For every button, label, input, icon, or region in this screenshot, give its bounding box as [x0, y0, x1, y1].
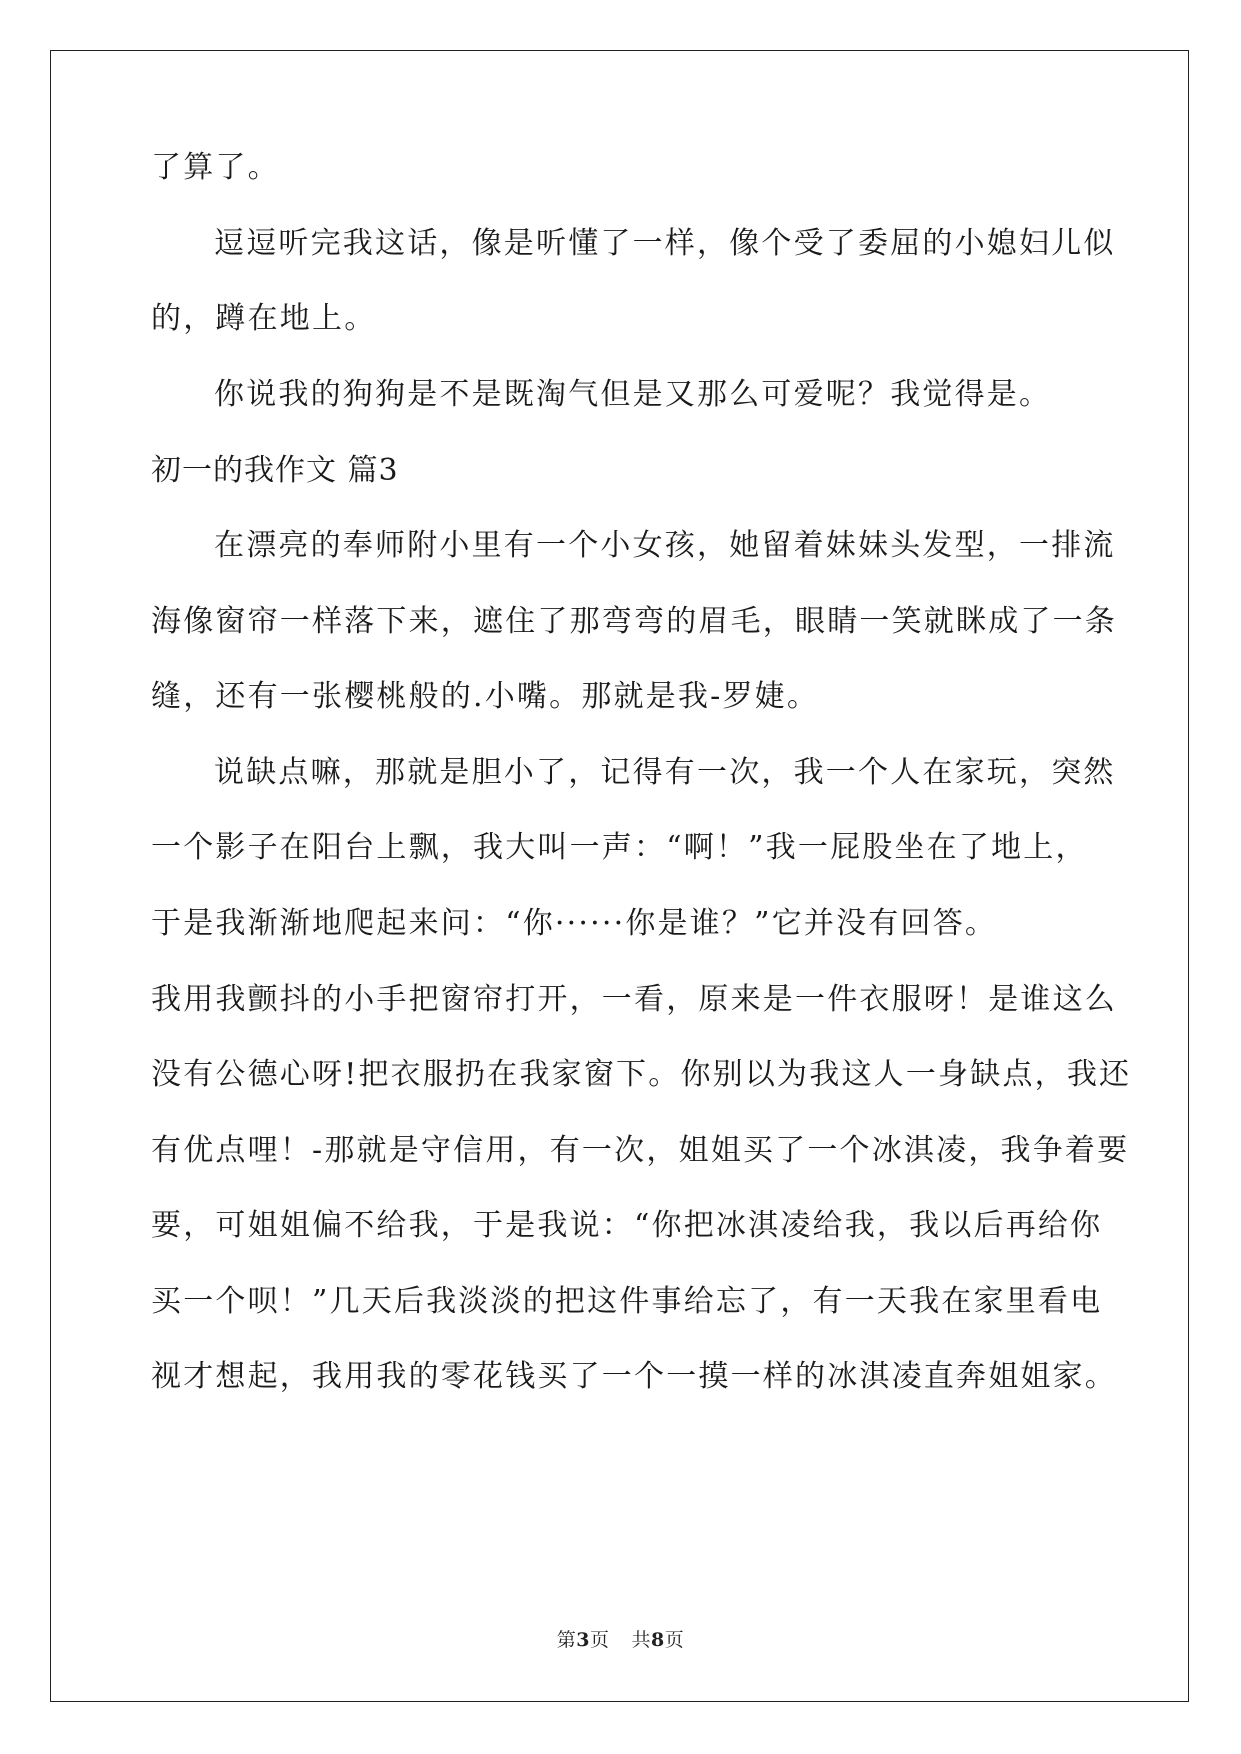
total-prefix: 共 [631, 1629, 652, 1651]
paragraph-line: 说缺点嘛，那就是胆小了，记得有一次，我一个人在家玩，突然 [214, 755, 1116, 790]
page-number: 3 [576, 1629, 590, 1651]
paragraph-line: 一个影子在阳台上飘，我大叫一声：“啊！”我一屁股坐在了地上， [151, 830, 1088, 865]
paragraph-line: 没有公德心呀!把衣服扔在我家窗下。你别以为我这人一身缺点，我还 [151, 1057, 1132, 1092]
paragraph-line: 逗逗听完我这话，像是听懂了一样，像个受了委屈的小媳妇儿似 [214, 226, 1116, 261]
page-suffix: 页 [589, 1629, 610, 1651]
paragraph-line: 买一个呗！”几天后我淡淡的把这件事给忘了，有一天我在家里看电 [151, 1284, 1103, 1319]
paragraph-line: 要，可姐姐偏不给我，于是我说：“你把冰淇凌给我，我以后再给你 [151, 1208, 1103, 1243]
paragraph-line: 我用我颤抖的小手把窗帘打开，一看，原来是一件衣服呀！是谁这么 [151, 982, 1117, 1017]
page-border [50, 50, 1189, 1702]
section-heading: 初一的我作文 篇3 [151, 453, 399, 488]
paragraph-line: 了算了。 [151, 150, 280, 185]
page-footer [0, 1628, 1241, 1652]
total-suffix: 页 [664, 1629, 685, 1651]
paragraph-line: 你说我的狗狗是不是既淘气但是又那么可爱呢？我觉得是。 [214, 377, 1052, 412]
paragraph-line: 在漂亮的奉师附小里有一个小女孩，她留着妹妹头发型，一排流 [214, 528, 1116, 563]
paragraph-line: 缝，还有一张樱桃般的.小嘴。那就是我-罗婕。 [151, 679, 820, 714]
page-prefix: 第 [556, 1629, 577, 1651]
paragraph-line: 海像窗帘一样落下来，遮住了那弯弯的眉毛，眼睛一笑就眯成了一条 [151, 604, 1117, 639]
paragraph-line: 有优点哩！-那就是守信用，有一次，姐姐买了一个冰淇凌，我争着要 [151, 1133, 1130, 1168]
paragraph-line: 视才想起，我用我的零花钱买了一个一摸一样的冰淇凌直奔姐姐家。 [151, 1359, 1117, 1394]
paragraph-line: 的，蹲在地上。 [151, 301, 377, 336]
paragraph-line: 于是我渐渐地爬起来问：“你······你是谁？”它并没有回答。 [151, 906, 998, 941]
total-pages: 8 [651, 1629, 665, 1651]
